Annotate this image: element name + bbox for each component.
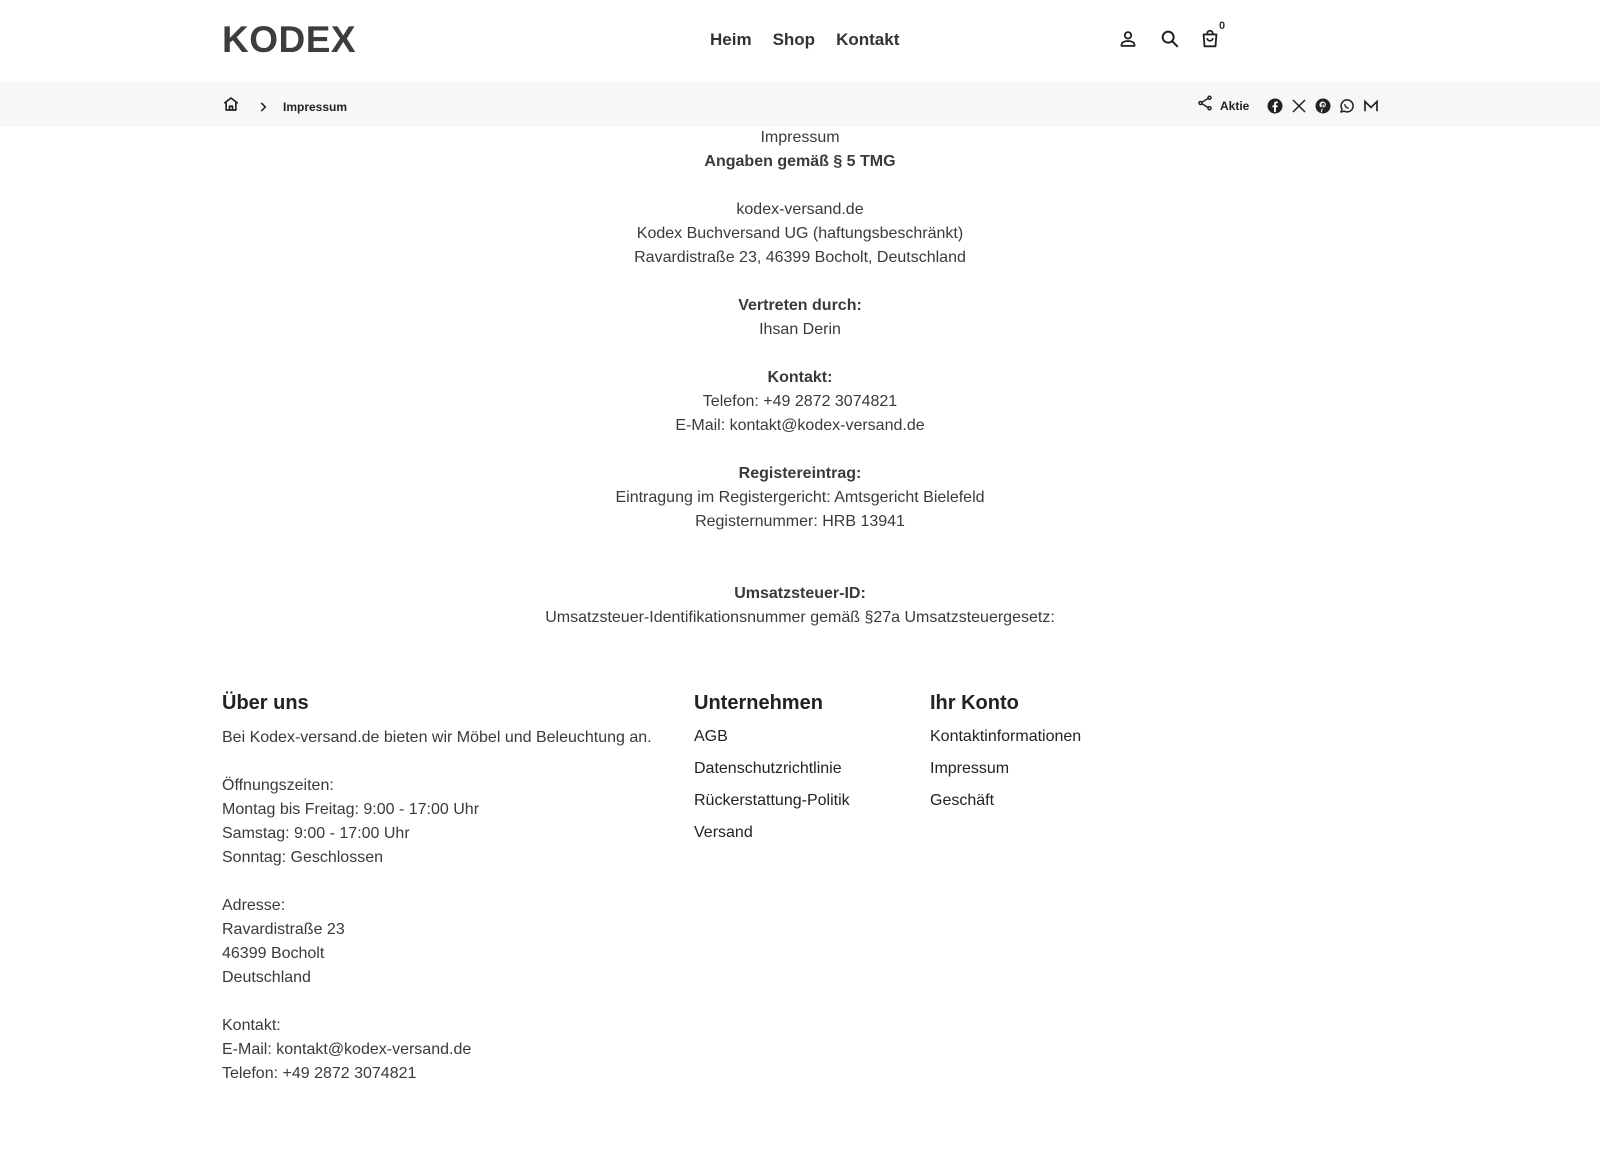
header-icons <box>1115 20 1226 52</box>
share-label[interactable]: Aktie <box>1220 98 1250 113</box>
footer-about-title: Über uns <box>222 692 309 714</box>
contact-phone: Telefon: +49 2872 3074821 <box>702 393 898 410</box>
cart-icon[interactable] <box>1197 20 1226 52</box>
contact-email: E-Mail: kontakt@kodex-versand.de <box>675 417 925 434</box>
footer-address-label: Adresse: <box>222 897 286 914</box>
nav-item-shop[interactable]: Shop <box>772 30 816 49</box>
breadcrumb-bar <box>0 82 1600 127</box>
chevron-right-icon <box>256 100 270 114</box>
logo[interactable]: KODEX <box>222 19 357 60</box>
footer-street: Ravardistraße 23 <box>222 921 345 938</box>
pinterest-icon[interactable] <box>1314 97 1332 115</box>
company-address: Ravardistraße 23, 46399 Bocholt, Deutschland <box>634 249 966 266</box>
footer-account-title: Ihr Konto <box>930 692 1019 714</box>
footer-company <box>694 690 924 844</box>
vat-text: Umsatzsteuer-Identifikationsnummer gemäß §27a Umsatzsteuergesetz: <box>545 609 1055 626</box>
footer-link-agb[interactable]: AGB <box>694 728 728 745</box>
share-icon[interactable] <box>1196 94 1214 117</box>
footer-phone: Telefon: +49 2872 3074821 <box>222 1065 417 1082</box>
whatsapp-icon[interactable] <box>1338 97 1356 115</box>
footer-link-versand[interactable]: Versand <box>694 824 753 841</box>
impressum-content <box>400 126 1200 630</box>
footer-country: Deutschland <box>222 969 311 986</box>
nav-item-heim[interactable]: Heim <box>710 30 752 49</box>
site-header <box>0 0 1600 82</box>
vat-label: Umsatzsteuer-ID: <box>734 585 866 602</box>
footer-link-geschaeft[interactable]: Geschäft <box>930 792 995 809</box>
footer-city: 46399 Bocholt <box>222 945 325 962</box>
breadcrumb <box>222 95 347 118</box>
footer-account <box>930 690 1160 812</box>
footer-email: E-Mail: kontakt@kodex-versand.de <box>222 1041 472 1058</box>
home-icon[interactable] <box>222 95 240 118</box>
register-number: Registernummer: HRB 13941 <box>695 513 905 530</box>
social-links <box>1266 97 1380 115</box>
footer-link-impressum[interactable]: Impressum <box>930 760 1010 777</box>
represented-name: Ihsan Derin <box>759 321 841 338</box>
legal-heading: Angaben gemäß § 5 TMG <box>704 153 896 170</box>
cart-count-badge: 0 <box>1219 20 1226 32</box>
footer-link-rueckerstattung[interactable]: Rückerstattung-Politik <box>694 792 850 809</box>
footer-hours-sunday: Sonntag: Geschlossen <box>222 849 383 866</box>
search-icon[interactable] <box>1157 26 1183 52</box>
user-icon[interactable] <box>1115 26 1141 52</box>
page-title: Impressum <box>760 129 840 146</box>
register-court: Eintragung im Registergericht: Amtsgericht Bielefeld <box>615 489 985 506</box>
share-bar <box>1196 94 1380 117</box>
domain-text: kodex-versand.de <box>736 201 864 218</box>
main-nav <box>710 30 899 50</box>
footer-company-title: Unternehmen <box>694 692 823 714</box>
footer-about-intro: Bei Kodex-versand.de bieten wir Möbel und Beleuchtung an. <box>222 729 652 746</box>
footer-contact-label: Kontakt: <box>222 1017 281 1034</box>
register-label: Registereintrag: <box>738 465 862 482</box>
footer-hours-label: Öffnungszeiten: <box>222 777 334 794</box>
contact-label: Kontakt: <box>767 369 833 386</box>
footer-about <box>222 690 682 1086</box>
facebook-icon[interactable] <box>1266 97 1284 115</box>
represented-label: Vertreten durch: <box>738 297 862 314</box>
company-name: Kodex Buchversand UG (haftungsbeschränkt) <box>636 225 964 242</box>
nav-item-kontakt[interactable]: Kontakt <box>836 30 900 49</box>
x-icon[interactable] <box>1290 97 1308 115</box>
footer-link-kontaktinformationen[interactable]: Kontaktinformationen <box>930 728 1082 745</box>
footer-hours-saturday: Samstag: 9:00 - 17:00 Uhr <box>222 825 410 842</box>
footer-hours-weekdays: Montag bis Freitag: 9:00 - 17:00 Uhr <box>222 801 480 818</box>
breadcrumb-current: Impressum <box>283 99 348 114</box>
mail-icon[interactable] <box>1362 97 1380 115</box>
footer-link-datenschutz[interactable]: Datenschutzrichtlinie <box>694 760 842 777</box>
